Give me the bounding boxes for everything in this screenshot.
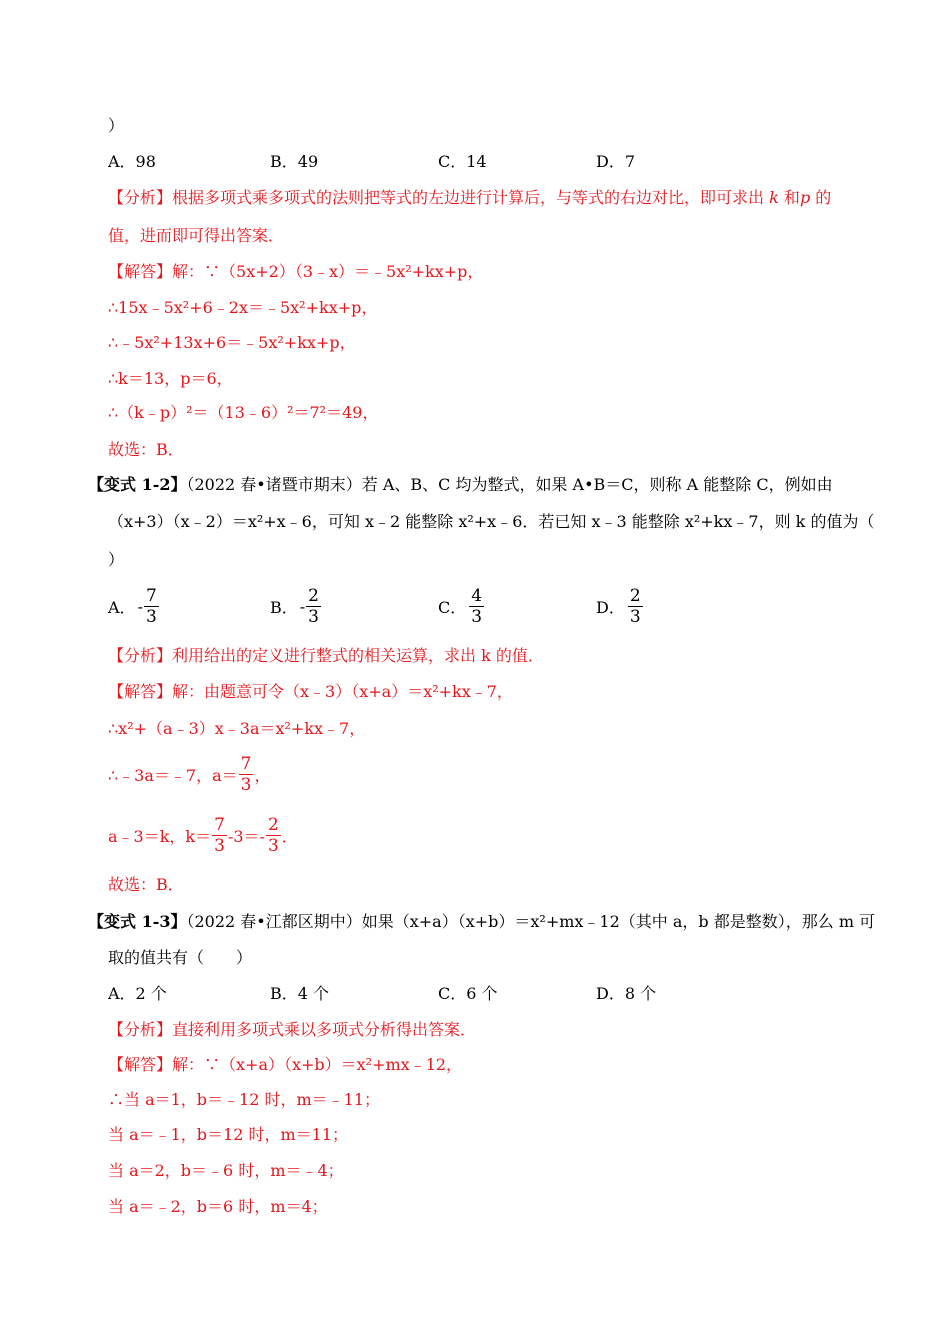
q2-option-c: [438, 586, 485, 627]
q2-tag: 【变式 1-2】: [88, 475, 187, 494]
fraction: [266, 815, 281, 856]
q2-option-d: [596, 586, 644, 627]
denominator: 3: [629, 607, 641, 627]
q2-stem-text: 若 A、B、C 均为整式，如果 A•B＝C，则称 A 能整除 C，例如由: [361, 475, 833, 494]
q1-analysis-cont: 值，进而即可得出答案．: [108, 226, 285, 245]
q3-step-4: 当 a＝2，b＝﹣6 时，m＝﹣4；: [108, 1161, 344, 1180]
q3-option-d: D．8 个: [596, 984, 657, 1003]
numerator: 2: [629, 586, 641, 606]
analysis-and: 和: [783, 188, 800, 207]
q2-step-4: [108, 815, 298, 856]
q2-option-a: [108, 586, 160, 627]
denominator: 3: [471, 607, 483, 627]
q1-step-2: ∴15x﹣5x²+6﹣2x＝﹣5x²+kx+p，: [108, 298, 378, 317]
q3-stem-line-2: 取的值共有（ ）: [108, 948, 253, 967]
q1-analysis: [108, 188, 831, 208]
option-label: D．: [596, 598, 625, 617]
q1-choice: 故选：B．: [108, 440, 184, 459]
numerator: 4: [471, 586, 483, 606]
numerator: 7: [145, 586, 157, 606]
numerator: 2: [267, 815, 279, 835]
option-label: B．: [270, 598, 298, 617]
numerator: 7: [214, 815, 225, 835]
fraction: [628, 586, 643, 627]
q2-stem: [88, 475, 833, 495]
analysis-tag: 【分析】: [108, 1020, 173, 1039]
step-text: a﹣3＝k，k＝: [108, 827, 212, 846]
q2-option-b: [270, 586, 322, 627]
q1-option-d: D．7: [596, 152, 636, 171]
step-text: ．: [281, 827, 298, 846]
analysis-text: 根据多项式乘多项式的法则把等式的左边进行计算后，与等式的右边对比，即可求出: [172, 188, 765, 207]
q3-answer: [108, 1055, 462, 1075]
answer-tag: 【解答】: [108, 1055, 173, 1074]
denominator: 3: [240, 775, 252, 795]
analysis-text: 直接利用多项式乘以多项式分析得出答案．: [172, 1020, 477, 1039]
answer-lead: 解：: [172, 262, 205, 281]
var-p: p: [799, 188, 811, 207]
option-label: A．: [108, 598, 136, 617]
q2-analysis: [108, 646, 544, 666]
q3-option-b: B．4 个: [270, 984, 330, 1003]
q2-stem-line-3: ）: [108, 550, 125, 569]
q1-step-5: ∴（k﹣p）²＝（13﹣6）²＝7²＝49，: [108, 403, 379, 422]
q1-answer: [108, 262, 483, 282]
q3-analysis: [108, 1020, 476, 1040]
answer-line: 解：∵（x+a）（x+b）＝x²+mx﹣12，: [172, 1055, 463, 1074]
numerator: 7: [240, 754, 252, 774]
q1-option-c: C．14: [438, 152, 487, 171]
q3-option-c: C．6 个: [438, 984, 498, 1003]
option-label: C．: [438, 598, 467, 617]
fraction: [144, 586, 159, 627]
minus-sign: -: [137, 597, 143, 616]
minus-sign: -: [299, 597, 306, 616]
q2-stem-line-2: （x+3）（x﹣2）＝x²+x﹣6，可知 x﹣2 能整除 x²+x﹣6．若已知 x﹣3 能整除 x²+kx﹣7，则 k 的值为（: [108, 512, 875, 531]
q3-source: （2022 春•江都区期中）: [186, 912, 362, 931]
answer-line: ∵（5x+2）（3﹣x）＝﹣5x²+kx+p，: [204, 262, 484, 281]
q3-step-3: 当 a＝﹣1，b＝12 时，m＝11；: [108, 1125, 349, 1144]
q2-step-3: [108, 754, 270, 795]
analysis-tag: 【分析】: [108, 188, 173, 207]
q3-stem-text: 如果（x+a）（x+b）＝x²+mx﹣12（其中 a，b 都是整数），那么 m 可: [361, 912, 876, 931]
step-text: ，: [254, 766, 271, 785]
answer-line: 解：由题意可令（x﹣3）（x+a）＝x²+kx﹣7，: [172, 682, 513, 701]
q3-stem: [88, 912, 875, 932]
q1-option-a: A．98: [108, 152, 156, 171]
analysis-de: 的: [815, 188, 832, 207]
q2-source: （2022 春•诸暨市期末）: [186, 475, 362, 494]
q1-step-4: ∴k＝13，p＝6，: [108, 369, 233, 388]
fraction: [239, 754, 254, 795]
step-text: -3＝-: [227, 827, 265, 846]
denominator: 3: [308, 607, 319, 627]
var-k: k: [769, 188, 779, 207]
denominator: 3: [145, 607, 157, 627]
denominator: 3: [267, 836, 279, 856]
fraction: [306, 586, 321, 627]
step-text: ∴﹣3a＝﹣7，a＝: [108, 766, 238, 785]
q3-option-a: A．2 个: [108, 984, 167, 1003]
answer-tag: 【解答】: [108, 262, 173, 281]
fraction: [469, 586, 484, 627]
q1-option-b: B．49: [270, 152, 319, 171]
q3-step-2: ∴当 a＝1，b＝﹣12 时，m＝﹣11；: [108, 1090, 381, 1109]
q2-step-2: ∴x²+（a﹣3）x﹣3a＝x²+kx﹣7，: [108, 719, 366, 738]
q3-tag: 【变式 1-3】: [88, 912, 187, 931]
analysis-tag: 【分析】: [108, 646, 173, 665]
q1-closing-paren: ）: [108, 116, 125, 135]
q1-step-3: ∴﹣5x²+13x+6＝﹣5x²+kx+p，: [108, 333, 356, 352]
numerator: 2: [308, 586, 319, 606]
denominator: 3: [214, 836, 225, 856]
fraction: [212, 815, 227, 856]
q2-answer: [108, 682, 513, 702]
answer-tag: 【解答】: [108, 682, 173, 701]
q2-choice: 故选：B．: [108, 875, 184, 894]
q3-step-5: 当 a＝﹣2，b＝6 时，m＝4；: [108, 1197, 328, 1216]
analysis-text: 利用给出的定义进行整式的相关运算，求出 k 的值．: [172, 646, 544, 665]
